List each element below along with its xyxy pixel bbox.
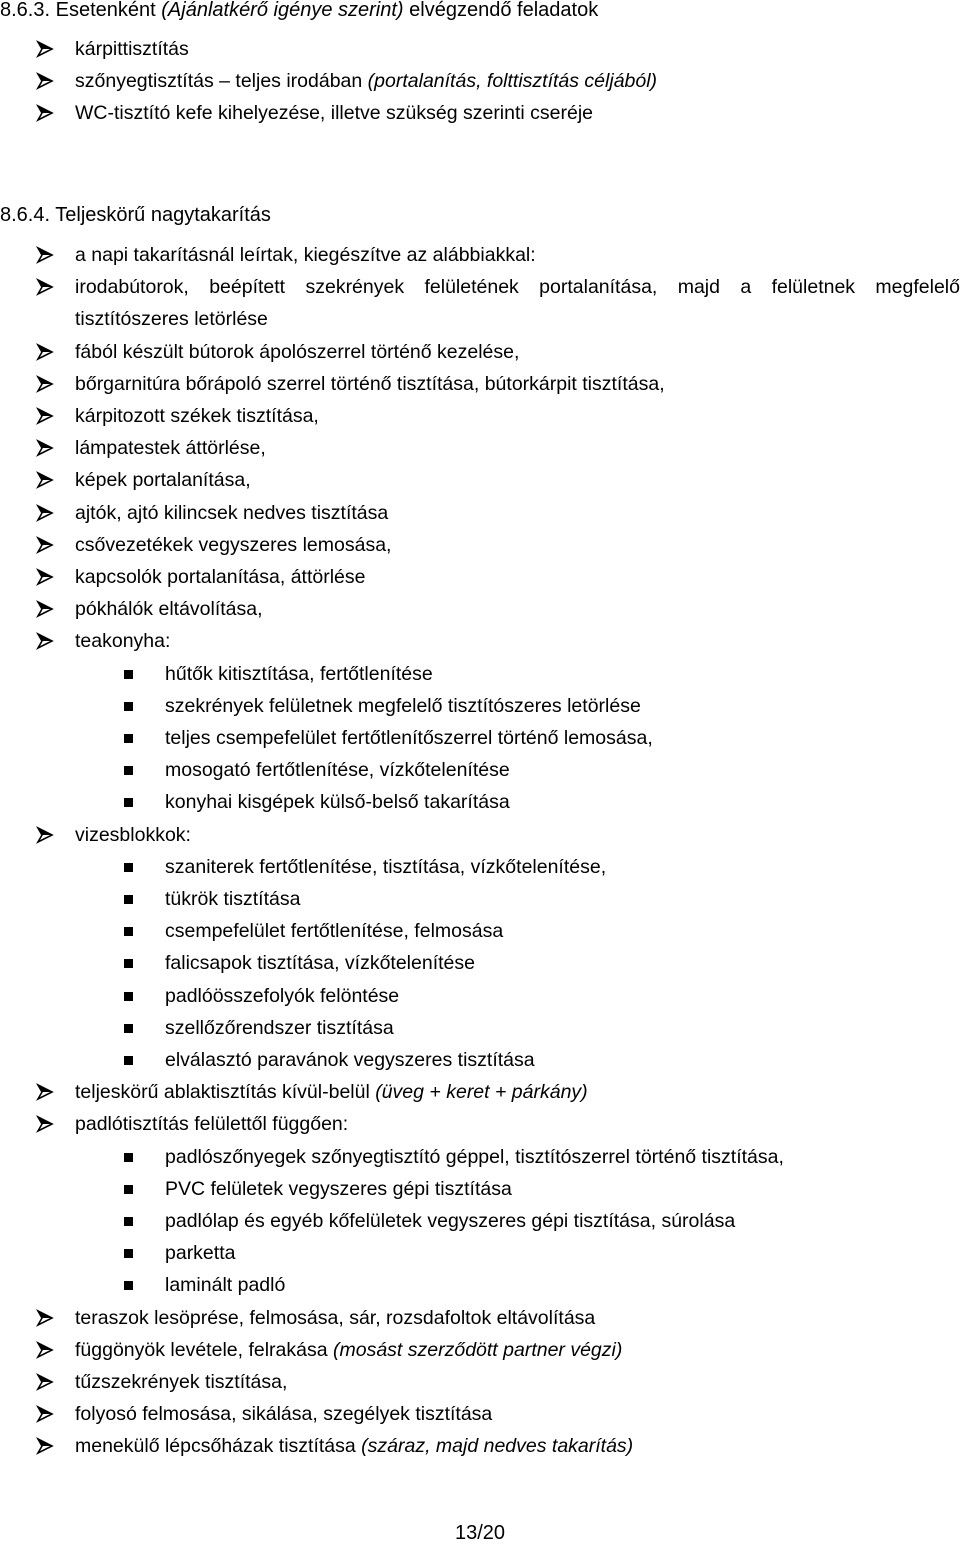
square-bullet-icon — [124, 1249, 133, 1258]
list-item-text — [75, 1401, 492, 1427]
list-item-text — [165, 1240, 235, 1266]
item-text: parketta — [165, 1242, 236, 1265]
list-item-text — [75, 628, 170, 654]
section-title: Teljeskörű nagytakarítás — [55, 204, 271, 226]
list-item-text — [165, 950, 475, 976]
item-text: tükrök tisztítása — [165, 888, 301, 910]
arrow-bullet-icon — [35, 242, 57, 268]
item-text: padlószőnyegek szőnyegtisztító géppel, tisztítószerrel történő tisztítása, — [165, 1145, 784, 1168]
item-text: falicsapok tisztítása, vízkőtelenítése — [165, 952, 475, 975]
arrow-bullet-icon-svg — [35, 103, 55, 123]
arrow-bullet-icon-svg — [35, 406, 55, 426]
list-item-text — [75, 435, 266, 461]
item-text: padlóösszefolyók felöntése — [165, 984, 400, 1007]
list-item-text — [75, 1305, 595, 1331]
arrow-bullet-icon — [35, 822, 57, 848]
page-number: 13/20 — [454, 1522, 506, 1544]
item-text: képek portalanítása, — [75, 469, 251, 492]
section-title-post: elvégzendő feladatok — [409, 0, 599, 21]
item-text: pókhálók eltávolítása, — [75, 598, 263, 621]
arrow-bullet-icon — [35, 274, 57, 300]
item-text: PVC felületek vegyszeres gépi tisztítása — [165, 1177, 512, 1200]
square-bullet-icon — [124, 702, 133, 711]
arrow-bullet-icon-svg — [35, 71, 55, 91]
arrow-bullet-icon — [35, 596, 57, 622]
item-text: szőnyegtisztítás – teljes irodában — [75, 70, 363, 92]
item-text: WC-tisztító kefe kihelyezése, illetve szükség szerinti cseréje — [75, 102, 594, 124]
arrow-bullet-icon — [35, 403, 57, 429]
list-item-text — [75, 371, 665, 397]
list-item-text — [75, 822, 191, 848]
list-item-text — [75, 596, 263, 622]
list-item-text — [165, 1047, 535, 1073]
arrow-bullet-icon — [35, 36, 57, 62]
arrow-bullet-icon — [35, 628, 57, 654]
list-item-text — [165, 983, 399, 1009]
item-text: a napi takarításnál leírtak, kiegészítve az alábbiakkal: — [75, 244, 536, 266]
item-text: tisztítószeres letörlése — [75, 308, 268, 331]
list-item-text — [165, 886, 300, 912]
list-item-text — [75, 68, 657, 94]
arrow-bullet-icon-svg — [35, 1340, 55, 1360]
item-text: irodabútorok, beépített szekrények felületének portalanítása, majd a felületnek megfelelő — [75, 276, 960, 299]
list-item-text — [75, 1369, 287, 1395]
item-text: függönyök levétele, felrakása — [75, 1338, 328, 1361]
section-number: 8.6.4. — [0, 204, 51, 226]
item-text: padlótisztítás felülettől függően: — [75, 1113, 349, 1136]
arrow-bullet-icon-svg — [35, 1308, 55, 1328]
item-text: szekrények felületnek megfelelő tisztítószeres letörlése — [165, 694, 641, 717]
arrow-bullet-icon-svg — [35, 503, 55, 523]
section-heading-8-6-4 — [0, 204, 271, 227]
list-item-text — [75, 467, 251, 493]
arrow-bullet-icon-svg — [35, 470, 55, 490]
section-title-pre: Esetenként — [55, 0, 156, 21]
arrow-bullet-icon — [35, 1337, 57, 1363]
arrow-bullet-icon-svg — [35, 1436, 55, 1456]
arrow-bullet-icon — [35, 1079, 57, 1105]
item-text: kapcsolók portalanítása, áttörlése — [75, 566, 366, 588]
item-text: padlólap és egyéb kőfelületek vegyszeres gépi tisztítása, súrolása — [165, 1210, 736, 1232]
item-text: konyhai kisgépek külső-belső takarítása — [165, 791, 510, 814]
item-text: szaniterek fertőtlenítése, tisztítása, vízkőtelenítése, — [165, 855, 607, 878]
arrow-bullet-icon-svg — [35, 342, 55, 362]
item-text: kárpittisztítás — [75, 38, 189, 60]
item-text: laminált padló — [165, 1274, 286, 1297]
list-item-text — [165, 1208, 735, 1234]
square-bullet-icon — [124, 1153, 133, 1162]
square-bullet-icon — [124, 959, 133, 968]
item-text: mosogató fertőtlenítése, vízkőtelenítése — [165, 759, 510, 782]
item-text: bőrgarnitúra bőrápoló szerrel történő tisztítása, bútorkárpit tisztítása, — [75, 372, 665, 395]
item-text: lámpatestek áttörlése, — [75, 437, 266, 460]
list-item-text — [75, 242, 536, 268]
item-italic-note: (üveg + keret + párkány) — [375, 1081, 588, 1104]
item-text: teakonyha: — [75, 630, 171, 653]
arrow-bullet-icon-svg — [35, 535, 55, 555]
list-item-text — [75, 500, 388, 526]
arrow-bullet-icon — [35, 1433, 57, 1459]
arrow-bullet-icon-svg — [35, 438, 55, 458]
arrow-bullet-icon — [35, 564, 57, 590]
list-item-text — [165, 1015, 394, 1041]
list-item-text — [165, 757, 510, 783]
item-italic-note: (száraz, majd nedves takarítás) — [361, 1435, 634, 1458]
arrow-bullet-icon — [35, 467, 57, 493]
arrow-bullet-icon-svg — [35, 631, 55, 651]
arrow-bullet-icon — [35, 371, 57, 397]
square-bullet-icon — [124, 895, 133, 904]
item-text: folyosó felmosása, sikálása, szegélyek tisztítása — [75, 1403, 493, 1426]
square-bullet-icon — [124, 1217, 133, 1226]
square-bullet-icon — [124, 1056, 133, 1065]
list-item-text — [75, 532, 391, 558]
item-text: teljes csempefelület fertőtlenítőszerrel történő lemosása, — [165, 727, 653, 749]
square-bullet-icon — [124, 670, 133, 679]
arrow-bullet-icon-svg — [35, 567, 55, 587]
arrow-bullet-icon-svg — [35, 1082, 55, 1102]
section-heading-8-6-3 — [0, 0, 598, 22]
square-bullet-icon — [124, 1185, 133, 1194]
arrow-bullet-icon — [35, 1111, 57, 1137]
item-text: teraszok lesöprése, felmosása, sár, rozsdafoltok eltávolítása — [75, 1306, 596, 1329]
square-bullet-icon — [124, 863, 133, 872]
list-item-text — [75, 339, 519, 365]
square-bullet-icon — [124, 927, 133, 936]
list-item-text — [165, 854, 606, 880]
arrow-bullet-icon — [35, 1305, 57, 1331]
square-bullet-icon — [124, 1024, 133, 1033]
item-text: menekülő lépcsőházak tisztítása — [75, 1435, 356, 1458]
item-text: csővezetékek vegyszeres lemosása, — [75, 533, 392, 556]
list-item-text — [75, 1337, 622, 1363]
square-bullet-icon — [124, 1281, 133, 1290]
list-item-text — [75, 564, 366, 590]
list-item-text — [75, 1433, 633, 1459]
list-item-text — [165, 1144, 784, 1170]
arrow-bullet-icon-svg — [35, 245, 55, 265]
item-text: csempefelület fertőtlenítése, felmosása — [165, 920, 504, 943]
arrow-bullet-icon-svg — [35, 599, 55, 619]
list-item-text — [165, 693, 641, 719]
list-item-text — [75, 403, 319, 429]
list-item-text — [75, 274, 960, 300]
list-item-text — [75, 1111, 348, 1137]
arrow-bullet-icon — [35, 532, 57, 558]
arrow-bullet-icon-svg — [35, 39, 55, 59]
list-item-text — [75, 1079, 588, 1105]
list-item-text — [165, 1272, 285, 1298]
item-italic-note: (portalanítás, folttisztítás céljából) — [367, 70, 658, 92]
item-text: kárpitozott székek tisztítása, — [75, 405, 319, 427]
arrow-bullet-icon — [35, 100, 57, 126]
arrow-bullet-icon — [35, 435, 57, 461]
arrow-bullet-icon — [35, 500, 57, 526]
list-item-text — [165, 1176, 512, 1202]
list-item-text — [75, 100, 593, 126]
section-number: 8.6.3. — [0, 0, 51, 21]
square-bullet-icon — [124, 734, 133, 743]
list-item-text — [75, 36, 189, 62]
list-item-text — [165, 918, 503, 944]
list-item-text — [165, 789, 510, 815]
arrow-bullet-icon-svg — [35, 1114, 55, 1134]
arrow-bullet-icon — [35, 1401, 57, 1427]
square-bullet-icon — [124, 992, 133, 1001]
item-text: fából készült bútorok ápolószerrel történő kezelése, — [75, 340, 520, 363]
list-item-text — [165, 661, 433, 687]
item-text: hűtők kitisztítása, fertőtlenítése — [165, 662, 433, 685]
section-title-italic: (Ajánlatkérő igénye szerint) — [161, 0, 404, 21]
item-text: elválasztó paravánok vegyszeres tisztítása — [165, 1049, 535, 1071]
item-text: ajtók, ajtó kilincsek nedves tisztítása — [75, 501, 389, 524]
list-item-text — [165, 725, 653, 751]
arrow-bullet-icon-svg — [35, 1404, 55, 1424]
list-item-text — [75, 306, 268, 332]
arrow-bullet-icon-svg — [35, 1372, 55, 1392]
item-text: tűzszekrények tisztítása, — [75, 1371, 288, 1393]
arrow-bullet-icon-svg — [35, 825, 55, 845]
square-bullet-icon — [124, 798, 133, 807]
arrow-bullet-icon — [35, 1369, 57, 1395]
item-text: vizesblokkok: — [75, 823, 191, 846]
arrow-bullet-icon-svg — [35, 277, 55, 297]
item-text: szellőzőrendszer tisztítása — [165, 1016, 394, 1039]
square-bullet-icon — [124, 766, 133, 775]
arrow-bullet-icon-svg — [35, 374, 55, 394]
arrow-bullet-icon — [35, 339, 57, 365]
item-italic-note: (mosást szerződött partner végzi) — [333, 1338, 623, 1361]
arrow-bullet-icon — [35, 68, 57, 94]
item-text: teljeskörű ablaktisztítás kívül-belül — [75, 1081, 370, 1104]
